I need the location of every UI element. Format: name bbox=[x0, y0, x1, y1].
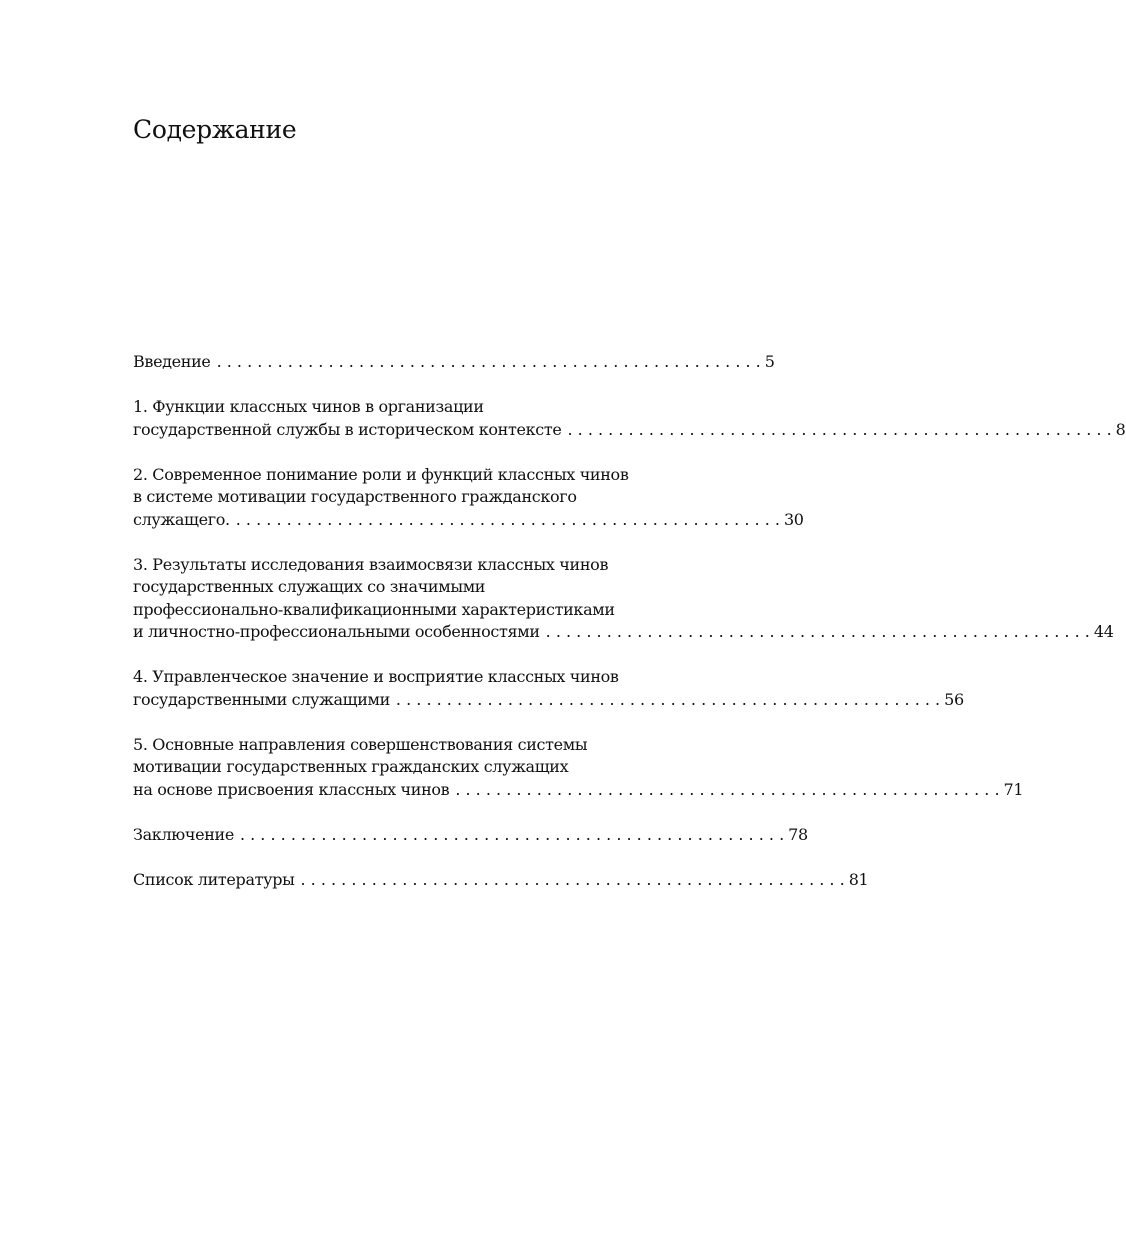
toc-entry-title: государственной службы в историческом контексте bbox=[133, 419, 562, 439]
toc-entry bbox=[133, 666, 964, 711]
dot-leader: . . . . . . . . . . . . . . . . . . . . . . . . . . . . . . . . . . . . . . . . . . . . . . . . . . . . . . bbox=[545, 622, 1090, 641]
page-number: 30 bbox=[783, 509, 804, 529]
dot-leader: . . . . . . . . . . . . . . . . . . . . . . . . . . . . . . . . . . . . . . . . . . . . . . . . . . . . . . bbox=[216, 352, 761, 371]
page-number: 5 bbox=[764, 352, 775, 371]
toc-entry bbox=[133, 554, 1114, 644]
toc-entry-title: Заключение bbox=[133, 824, 234, 844]
toc-entry bbox=[133, 351, 775, 374]
toc-entry-last-line bbox=[133, 509, 804, 532]
toc-entry bbox=[133, 869, 869, 892]
toc-entry bbox=[133, 734, 1024, 802]
toc-entry-line: 5. Основные направления совершенствования системы bbox=[133, 734, 588, 754]
toc-entry-last-line bbox=[133, 621, 1114, 644]
toc-entry-last-line bbox=[133, 351, 775, 374]
toc-entry bbox=[133, 396, 1126, 441]
page-number: 44 bbox=[1093, 622, 1114, 641]
toc-entry-last-line bbox=[133, 779, 1024, 802]
toc-entry-line: 1. Функции классных чинов в организации bbox=[133, 397, 484, 416]
toc-entry-title: и личностно-профессиональными особенностями bbox=[133, 622, 540, 641]
dot-leader: . . . . . . . . . . . . . . . . . . . . . . . . . . . . . . . . . . . . . . . . . . . . . . . . . . . . . . bbox=[300, 869, 845, 889]
toc-entry-line: в системе мотивации государственного гражданского bbox=[133, 487, 577, 506]
table-of-contents bbox=[133, 351, 1126, 914]
toc-entry-title: Введение bbox=[133, 352, 211, 371]
toc-entry-last-line bbox=[133, 419, 1126, 442]
dot-leader: . . . . . . . . . . . . . . . . . . . . . . . . . . . . . . . . . . . . . . . . . . . . . . . . . . . . . . bbox=[395, 689, 941, 709]
toc-entry bbox=[133, 824, 808, 847]
toc-entry-line: профессионально-квалификационными характеристиками bbox=[133, 599, 615, 619]
toc-entry-title: на основе присвоения классных чинов bbox=[133, 779, 450, 799]
dot-leader: . . . . . . . . . . . . . . . . . . . . . . . . . . . . . . . . . . . . . . . . . . . . . . . . . . . . . . bbox=[455, 779, 1000, 799]
page-number: 8 bbox=[1115, 419, 1126, 439]
toc-entry-title: Список литературы bbox=[133, 869, 295, 889]
toc-entry-last-line bbox=[133, 689, 964, 712]
toc-entry-line: государственных служащих со значимыми bbox=[133, 577, 486, 596]
page-number: 71 bbox=[1003, 779, 1024, 799]
page-number: 78 bbox=[788, 824, 808, 844]
page-number: 56 bbox=[944, 689, 964, 709]
toc-entry-line: 2. Современное понимание роли и функций классных чинов bbox=[133, 464, 629, 484]
toc-entry-title: государственными служащими bbox=[133, 689, 390, 709]
toc-entry-line: 4. Управленческое значение и восприятие классных чинов bbox=[133, 667, 619, 686]
toc-entry-last-line bbox=[133, 824, 808, 847]
page-title: Содержание bbox=[133, 115, 297, 144]
toc-entry-line: 3. Результаты исследования взаимосвязи классных чинов bbox=[133, 554, 609, 574]
dot-leader: . . . . . . . . . . . . . . . . . . . . . . . . . . . . . . . . . . . . . . . . . . . . . . . . . . . . . . bbox=[239, 824, 785, 844]
dot-leader: . . . . . . . . . . . . . . . . . . . . . . . . . . . . . . . . . . . . . . . . . . . . . . . . . . . . . . bbox=[567, 419, 1112, 439]
toc-entry-line: мотивации государственных гражданских служащих bbox=[133, 757, 569, 776]
toc-entry-title: служащего. bbox=[133, 509, 230, 529]
toc-entry bbox=[133, 464, 804, 532]
page-number: 81 bbox=[848, 869, 869, 889]
toc-entry-last-line bbox=[133, 869, 869, 892]
dot-leader: . . . . . . . . . . . . . . . . . . . . . . . . . . . . . . . . . . . . . . . . . . . . . . . . . . . . . . bbox=[235, 509, 780, 529]
